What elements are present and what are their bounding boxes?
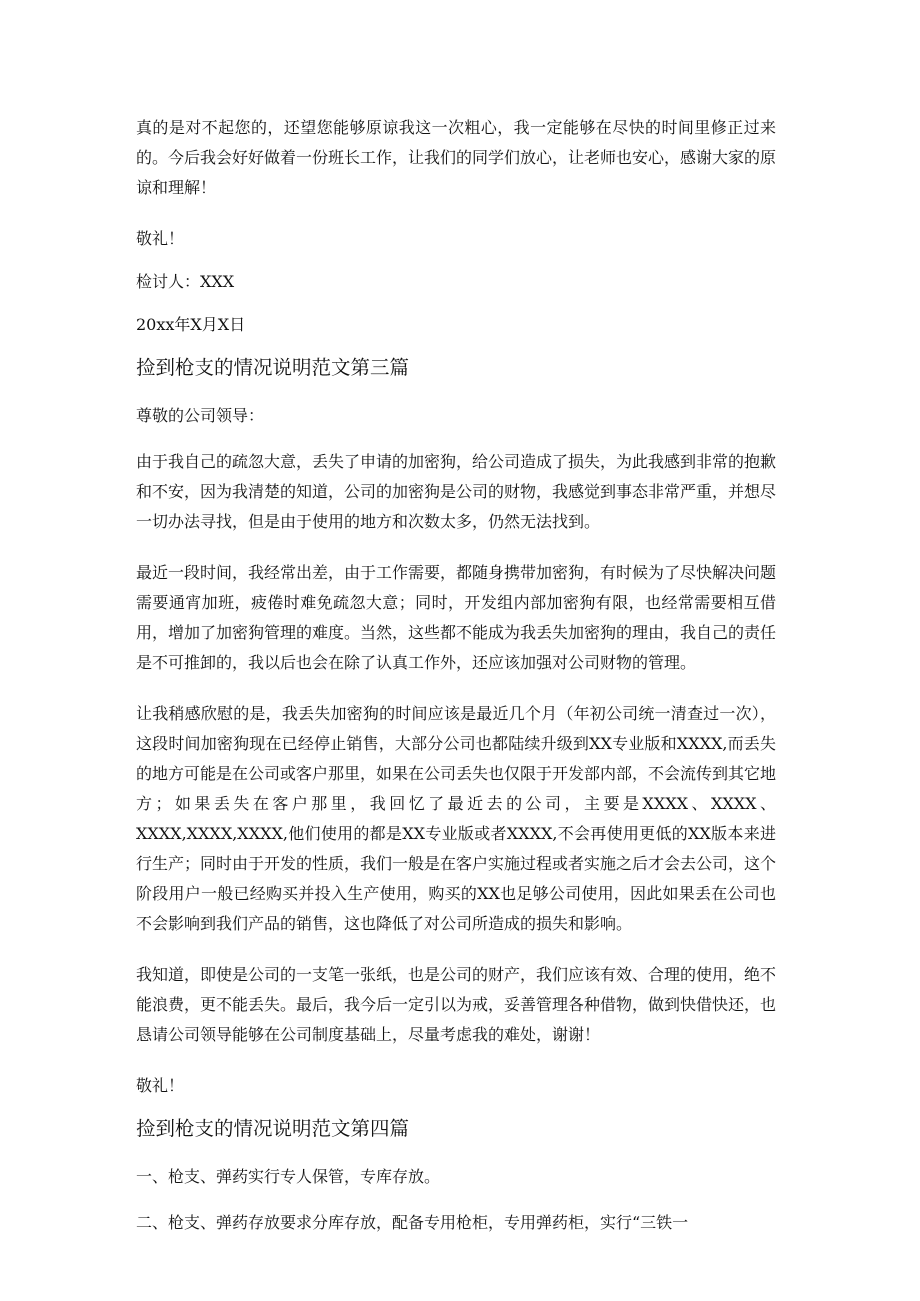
signer-line: 检讨人：XXX — [136, 272, 235, 291]
section3-paragraph-1: 由于我自己的疏忽大意，丢失了申请的加密狗，给公司造成了损失，为此我感到非常的抱歉和不安，因为我清楚的知道，公司的加密狗是公司的财物，我感觉到事态非常严重，并想尽一切办法寻找，但是由于使用的地方和次数太多，仍然无法找到。 — [136, 452, 777, 531]
date-line: 20xx年X月X日 — [136, 315, 246, 334]
document-body — [136, 113, 776, 1259]
closing-salute: 敬礼！ — [136, 229, 185, 248]
section-heading-4: 捡到枪支的情况说明范文第四篇 — [136, 1117, 410, 1140]
section3-paragraph-4: 我知道，即使是公司的一支笔一张纸，也是公司的财产，我们应该有效、合理的使用，绝不能浪费，更不能丢失。最后，我今后一定引以为戒，妥善管理各种借物，做到快借快还，也恳请公司领导能够在公司制度基础上，尽量考虑我的难处，谢谢！ — [136, 965, 777, 1044]
section3-paragraph-3: 让我稍感欣慰的是，我丢失加密狗的时间应该是最近几个月（年初公司统一清查过一次），这段时间加密狗现在已经停止销售，大部分公司也都陆续升级到XX专业版和XXXX,而丢失的地方可能是在公司或客户那里，如果在公司丢失也仅限于开发部内部，不会流传到其它地方；如果丢失在客户那里，我回忆了最近去的公司，主要是XXXX、XXXX、XXXX,XXXX,XXXX,他们使用的都是XX专业版或者XXXX,不会再使用更低的XX版本来进行生产；同时由于开发的性质，我们一般是在客户实施过程或者实施之后才会去公司，这个阶段用户一般已经购买并投入生产使用，购买的XX也足够公司使用，因此如果丢在公司也不会影响到我们产品的销售，这也降低了对公司所造成的损失和影响。 — [136, 704, 777, 933]
section3-paragraph-2: 最近一段时间，我经常出差，由于工作需要，都随身携带加密狗，有时候为了尽快解决问题需要通宵加班，疲倦时难免疏忽大意；同时，开发组内部加密狗有限，也经常需要相互借用，增加了加密狗管理的难度。当然，这些都不能成为我丢失加密狗的理由，我自己的责任是不可推卸的，我以后也会在除了认真工作外，还应该加强对公司财物的管理。 — [136, 563, 777, 672]
section4-item-2: 二、枪支、弹药存放要求分库存放，配备专用枪柜，专用弹药柜，实行“三铁一 — [136, 1213, 689, 1232]
salutation: 尊敬的公司领导： — [136, 406, 265, 425]
section3-closing: 敬礼！ — [136, 1076, 185, 1095]
section4-item-1: 一、枪支、弹药实行专人保管，专库存放。 — [136, 1167, 441, 1186]
section-heading-3: 捡到枪支的情况说明范文第三篇 — [136, 356, 410, 379]
intro-paragraph: 真的是对不起您的，还望您能够原谅我这一次粗心，我一定能够在尽快的时间里修正过来的。今后我会好好做着一份班长工作，让我们的同学们放心，让老师也安心，感谢大家的原谅和理解！ — [136, 118, 777, 197]
